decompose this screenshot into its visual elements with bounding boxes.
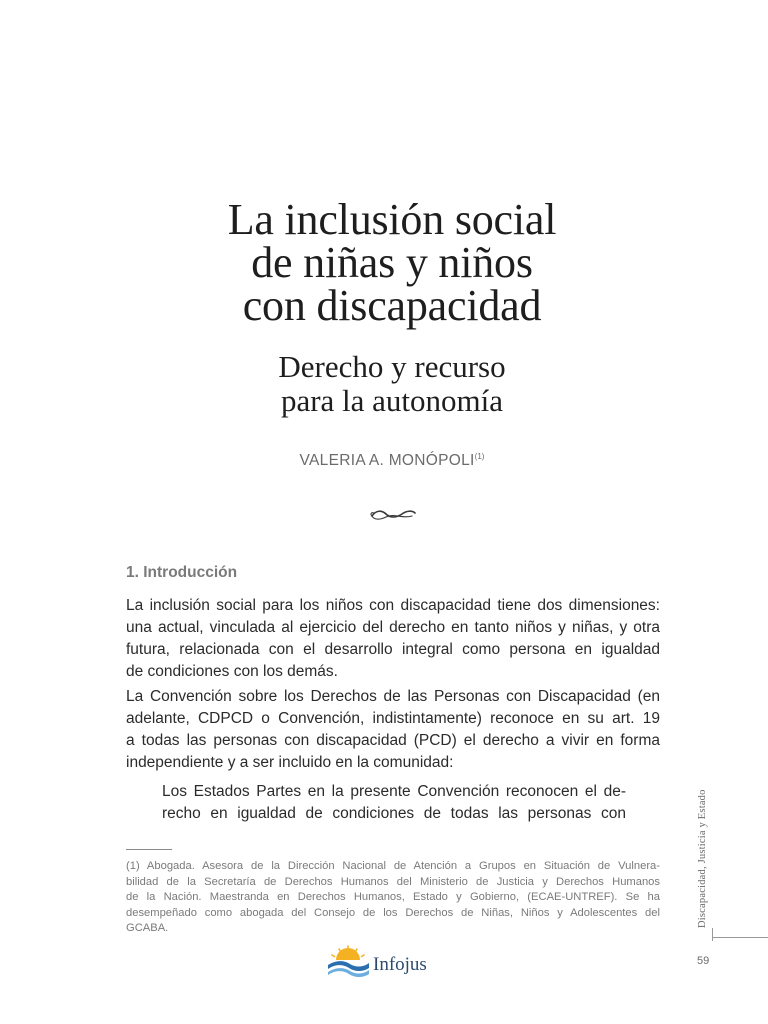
paragraph-line: La inclusión social para los niños con discapacidad tiene dos dimensiones: — [126, 597, 660, 614]
paragraph-line: independiente y a ser incluido en la comunidad: — [126, 754, 454, 771]
author-name: VALERIA A. MONÓPOLI — [299, 452, 475, 469]
side-rule-horizontal — [712, 937, 768, 938]
title-line: con discapacidad — [242, 281, 542, 330]
title-line: La inclusión social — [227, 195, 557, 244]
footnote-line: bilidad de la Secretaría de Derechos Humanos del Ministerio de Justicia y Derechos Humanos — [126, 875, 660, 888]
footnote-line: de la Nación. Maestranda en Derechos Humanos, Estado y Gobierno, (ECAE-UNTREF). Se ha — [126, 891, 660, 903]
side-rule-vertical — [712, 928, 713, 941]
footnote-divider — [126, 849, 172, 850]
article-subtitle — [100, 350, 684, 418]
body-paragraph — [126, 595, 660, 683]
footnote-line: (1) Abogada. Asesora de la Dirección Nacional de Atención a Grupos en Situación de Vulnera- — [126, 860, 660, 872]
infojus-sun-waves-icon — [326, 945, 370, 979]
footnote — [126, 859, 660, 937]
article-title — [100, 195, 684, 330]
running-title: Discapacidad, Justicia y Estado — [697, 789, 708, 928]
footnote-line: GCABA. — [126, 922, 169, 934]
paragraph-line: futura, relacionada con el desarrollo integral como persona en igualdad — [126, 641, 660, 658]
section-heading: 1. Introducción — [126, 564, 238, 581]
infojus-logo[interactable] — [326, 945, 427, 979]
quote-line: Los Estados Partes en la presente Convención reconocen el de- — [162, 783, 626, 800]
paragraph-line: adelante, CDPCD o Convención, indistintamente) reconoce en su art. 19 — [126, 710, 660, 727]
flourish-ornament-icon — [368, 504, 418, 524]
page-number: 59 — [697, 955, 710, 967]
paragraph-line: una actual, vinculada al ejercicio del derecho en tanto niños y niñas, y otra — [126, 619, 660, 636]
footnote-line: desempeñado como abogada del Consejo de los Derechos de Niñas, Niños y Adolescentes del — [126, 906, 660, 919]
paragraph-line: de condiciones con los demás. — [126, 663, 338, 680]
body-paragraph — [126, 686, 660, 774]
quote-line: recho en igualdad de condiciones de todas las personas con — [162, 805, 626, 822]
author-footnote-ref[interactable]: (1) — [474, 452, 485, 461]
paragraph-line: La Convención sobre los Derechos de las Personas con Discapacidad (en — [126, 688, 660, 705]
paragraph-line: a todas las personas con discapacidad (PCD) el derecho a vivir en forma — [126, 732, 660, 749]
block-quote — [162, 781, 626, 825]
title-line: de niñas y niños — [251, 238, 533, 287]
author-line — [100, 452, 684, 470]
logo-text: Infojus — [373, 954, 427, 975]
subtitle-line: Derecho y recurso — [278, 349, 506, 384]
subtitle-line: para la autonomía — [280, 383, 504, 418]
